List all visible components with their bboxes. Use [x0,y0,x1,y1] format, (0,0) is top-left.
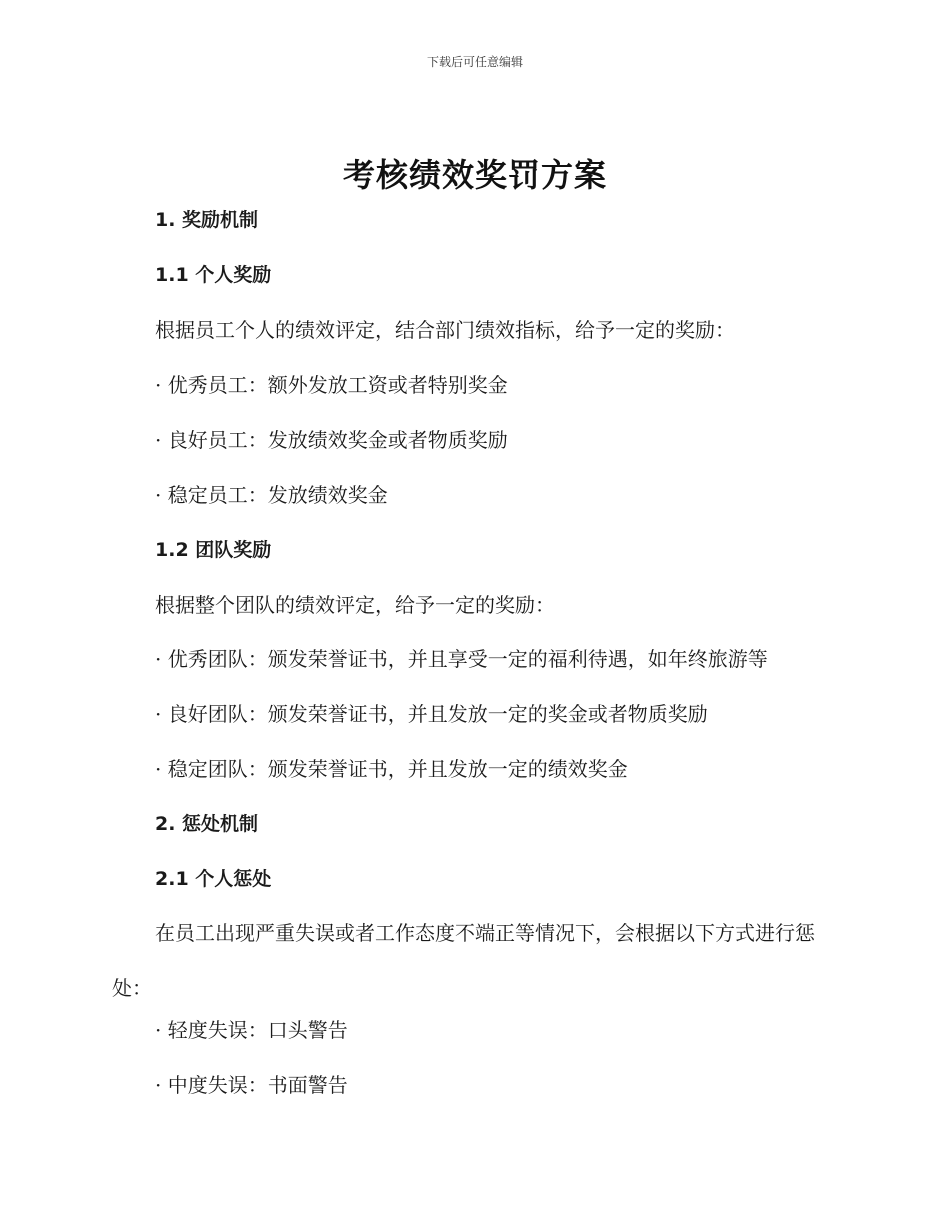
list-item: · 良好团队：颁发荣誉证书，并且发放一定的奖金或者物质奖励 [155,702,708,726]
paragraph-2-1-intro: 在员工出现严重失误或者工作态度不端正等情况下，会根据以下方式进行惩处： [112,921,815,1000]
list-item: · 中度失误：书面警告 [155,1073,348,1097]
paragraph-1-2-intro: 根据整个团队的绩效评定，给予一定的奖励： [155,593,555,617]
list-item: · 稳定团队：颁发荣誉证书，并且发放一定的绩效奖金 [155,757,628,781]
list-item: · 稳定员工：发放绩效奖金 [155,483,388,507]
subsection-heading-1-2: 1.2 团队奖励 [155,539,272,561]
list-item: · 优秀员工：额外发放工资或者特别奖金 [155,373,508,397]
section-heading-1: 1. 奖励机制 [155,209,259,231]
section-heading-2: 2. 惩处机制 [155,813,259,835]
list-item: · 良好员工：发放绩效奖金或者物质奖励 [155,428,508,452]
list-item: · 优秀团队：颁发荣誉证书，并且享受一定的福利待遇，如年终旅游等 [155,647,768,671]
paragraph-1-1-intro: 根据员工个人的绩效评定，结合部门绩效指标，给予一定的奖励： [155,318,735,342]
header-note: 下载后可任意编辑 [426,55,523,69]
document-title: 考核绩效奖罚方案 [342,156,607,194]
subsection-heading-2-1: 2.1 个人惩处 [155,868,272,890]
list-item: · 轻度失误：口头警告 [155,1018,348,1042]
subsection-heading-1-1: 1.1 个人奖励 [155,264,272,286]
